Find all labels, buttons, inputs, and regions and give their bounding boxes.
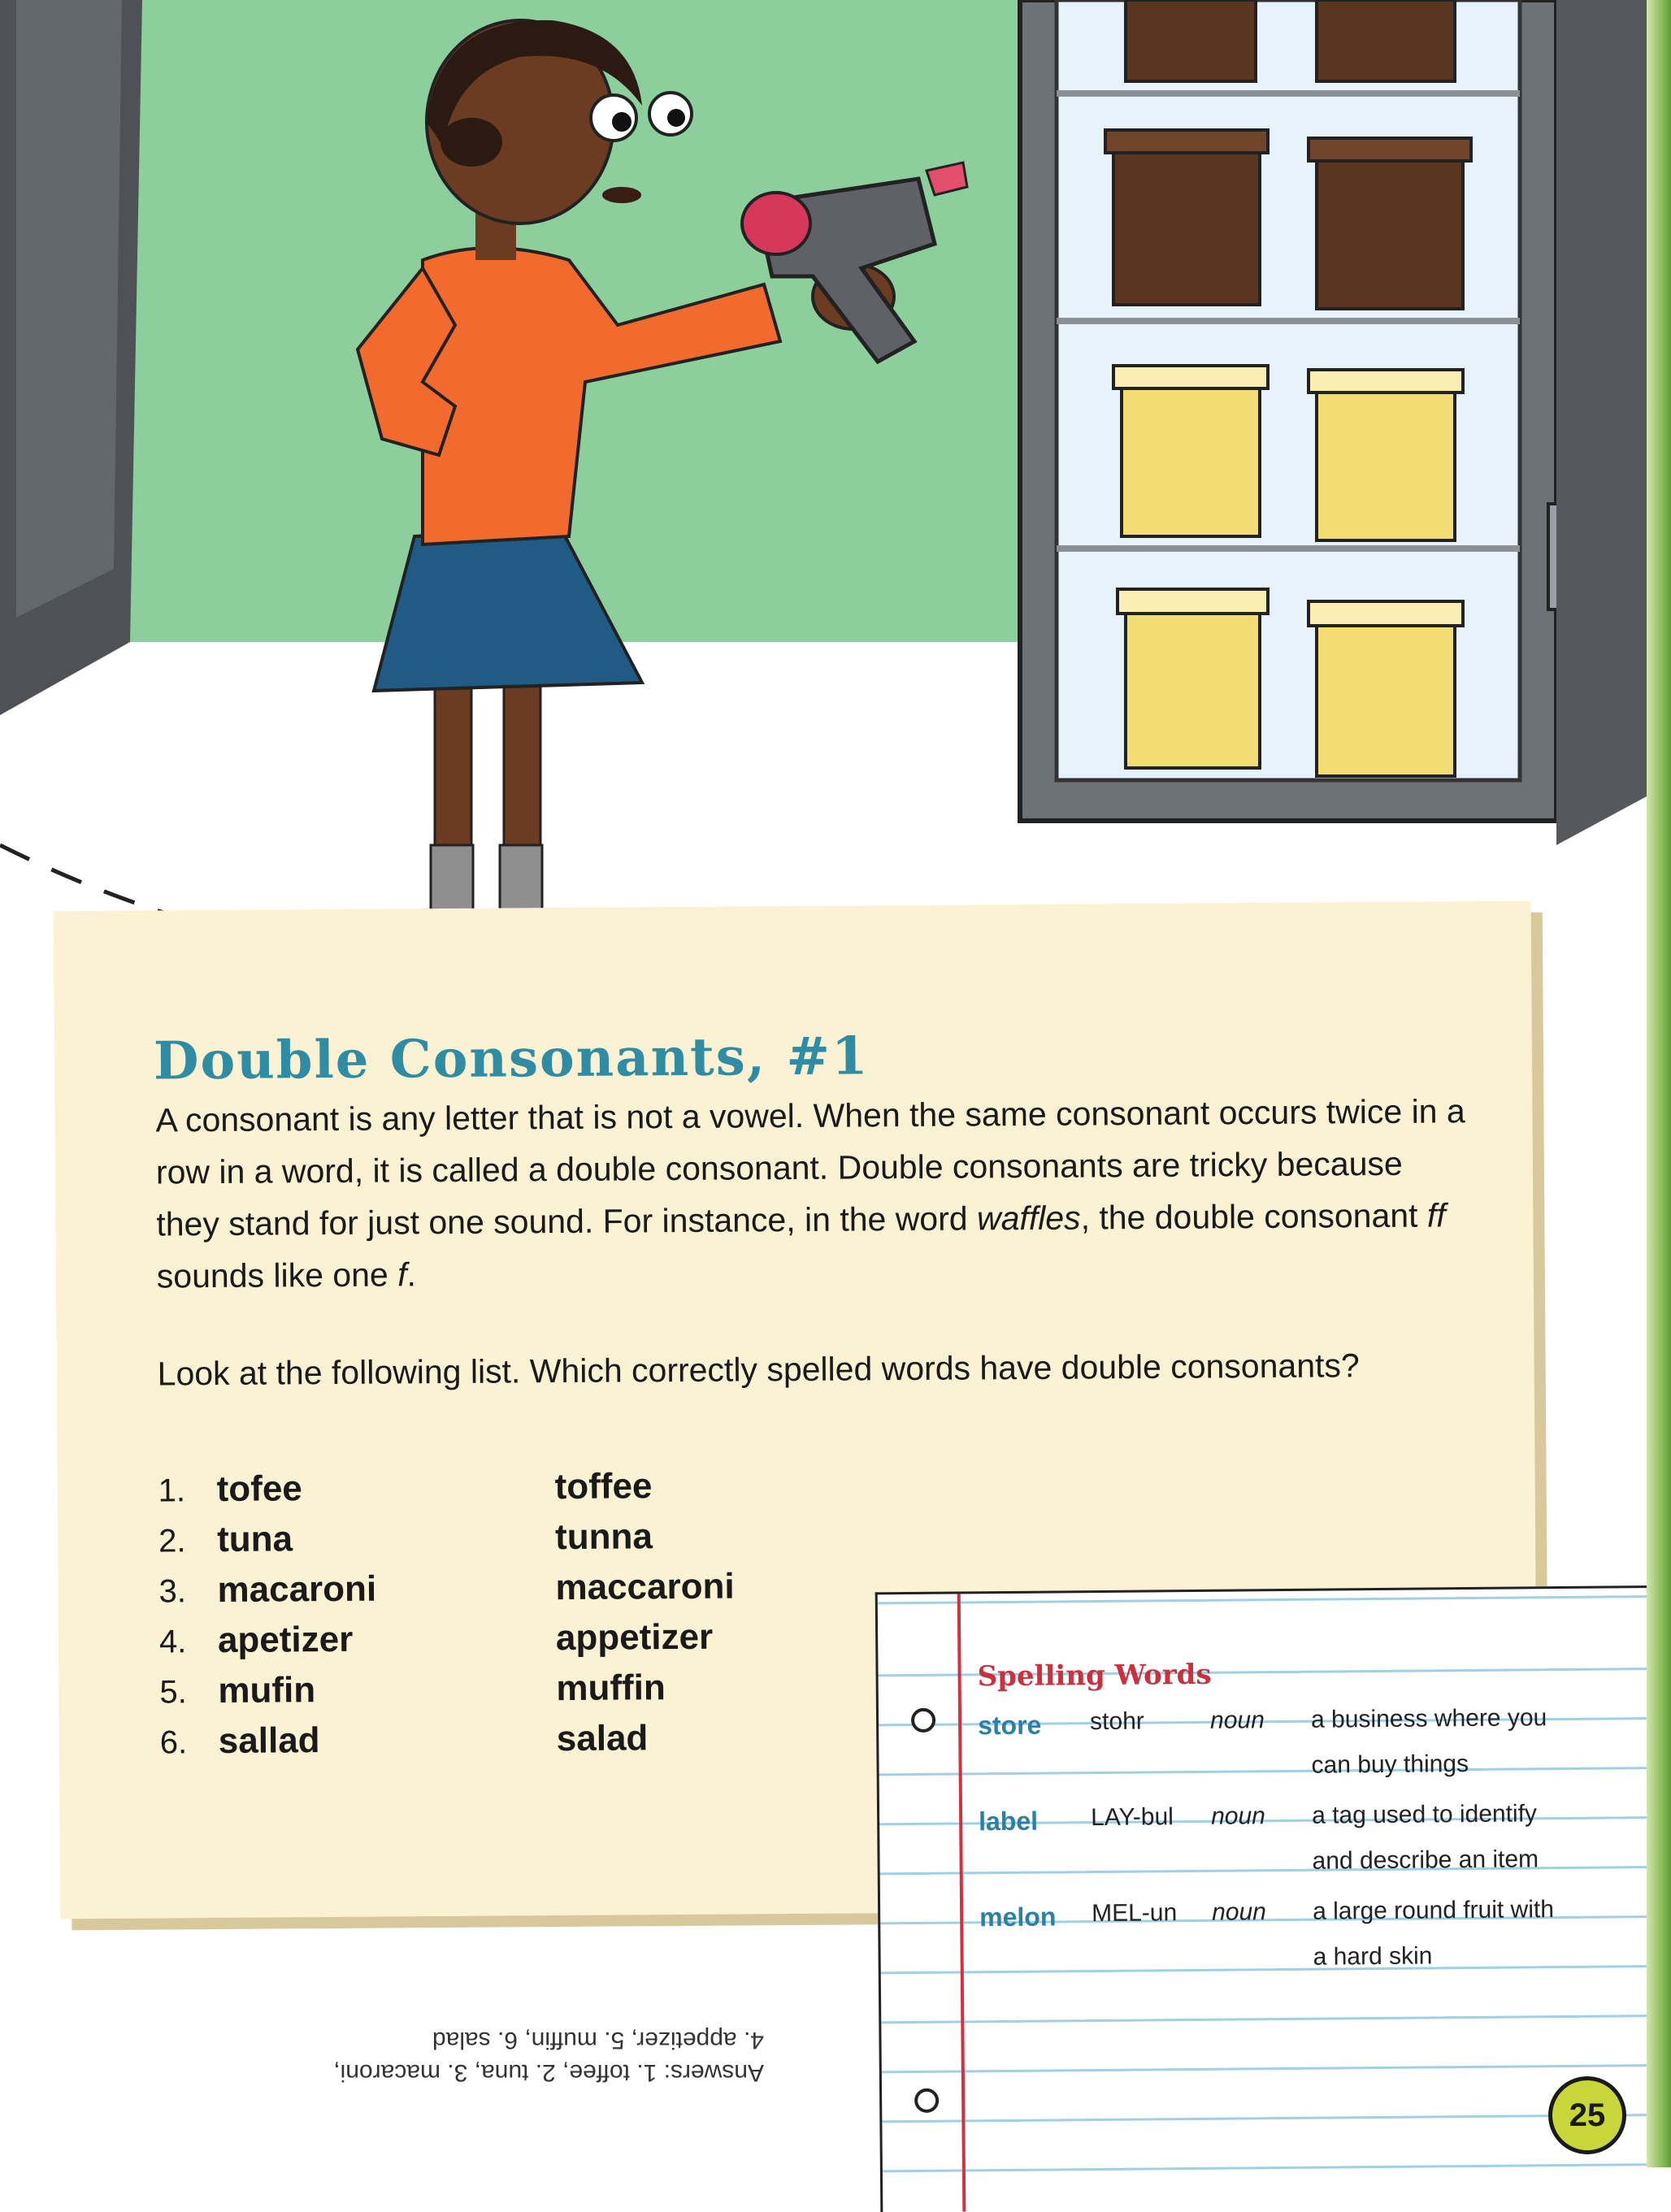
answer-key <box>309 2023 764 2088</box>
spelling-entry <box>979 1885 1671 1989</box>
entry-word: melon <box>979 1902 1057 1932</box>
word-option-b: salad <box>557 1718 649 1759</box>
word-option-b: toffee <box>554 1466 652 1507</box>
page-edge <box>1647 0 1671 2167</box>
entry-pronunciation: MEL-un <box>1092 1899 1177 1928</box>
answer-line: Answers: 1. toffee, 2. tuna, 3. macaroni, <box>309 2056 764 2088</box>
freezer <box>1020 0 1647 845</box>
binder-hole-icon <box>911 1708 935 1733</box>
lesson-paragraph <box>155 1085 1474 1302</box>
item-number: 5. <box>159 1674 208 1711</box>
paragraph-text: , the double consonant <box>1080 1197 1427 1237</box>
page-number-badge: 25 <box>1548 2076 1626 2154</box>
spelling-words-title: Spelling Words <box>977 1659 1211 1694</box>
word-option-b: muffin <box>556 1668 666 1709</box>
illustration-girl-freezer <box>0 0 1671 1016</box>
entry-definition: and describe an item <box>1312 1846 1539 1875</box>
entry-part-of-speech: noun <box>1210 1707 1265 1735</box>
item-number: 6. <box>160 1724 209 1761</box>
item-number: 1. <box>158 1472 207 1509</box>
lesson-prompt: Look at the following list. Which correctly spelled words have double consonants? <box>157 1340 1474 1398</box>
entry-word: store <box>978 1711 1042 1741</box>
word-option-a: tuna <box>217 1519 293 1560</box>
binder-hole-icon <box>914 2088 939 2113</box>
entry-definition: a tag used to identify <box>1312 1800 1537 1829</box>
entry-definition: a large round fruit with <box>1313 1896 1554 1926</box>
entry-word: label <box>979 1806 1038 1837</box>
item-number: 4. <box>159 1624 208 1660</box>
word-option-a: tofee <box>216 1468 302 1510</box>
answer-line: 4. appetizer, 5. muffin, 6. salad <box>309 2023 764 2056</box>
paragraph-text: sounds like one <box>157 1256 398 1295</box>
margin-line <box>957 1594 966 2211</box>
item-number: 2. <box>158 1523 207 1559</box>
word-option-b: tunna <box>555 1516 653 1558</box>
word-option-a: mufin <box>218 1670 315 1711</box>
example-word: waffles <box>977 1199 1081 1238</box>
example-pair: ff <box>1427 1196 1446 1234</box>
entry-definition: can buy things <box>1311 1750 1469 1780</box>
item-number: 3. <box>158 1573 207 1610</box>
example-letter: f <box>397 1256 407 1293</box>
entry-part-of-speech: noun <box>1212 1898 1266 1927</box>
paragraph-text: . <box>406 1256 416 1293</box>
spelling-entry <box>979 1789 1671 1893</box>
word-option-b: maccaroni <box>555 1567 734 1609</box>
entry-definition: a business where you <box>1311 1704 1547 1734</box>
spelling-entry <box>978 1694 1671 1798</box>
paragraph-text: A consonant is any letter that is not a vowel. When the same consonant occurs twice in a row in a word, it is called a double consonant. Double consonants are tricky because they stand for just one sound. For instance, in the word <box>155 1092 1465 1243</box>
entry-pronunciation: stohr <box>1090 1708 1144 1737</box>
word-option-a: sallad <box>219 1720 320 1762</box>
word-option-b: appetizer <box>556 1617 714 1659</box>
entry-part-of-speech: noun <box>1211 1802 1265 1831</box>
entry-pronunciation: LAY-bul <box>1091 1803 1174 1832</box>
word-option-a: apetizer <box>218 1620 354 1661</box>
lesson-title: Double Consonants, #1 <box>154 1026 870 1091</box>
word-option-a: macaroni <box>217 1569 376 1611</box>
entry-definition: a hard skin <box>1313 1942 1432 1971</box>
